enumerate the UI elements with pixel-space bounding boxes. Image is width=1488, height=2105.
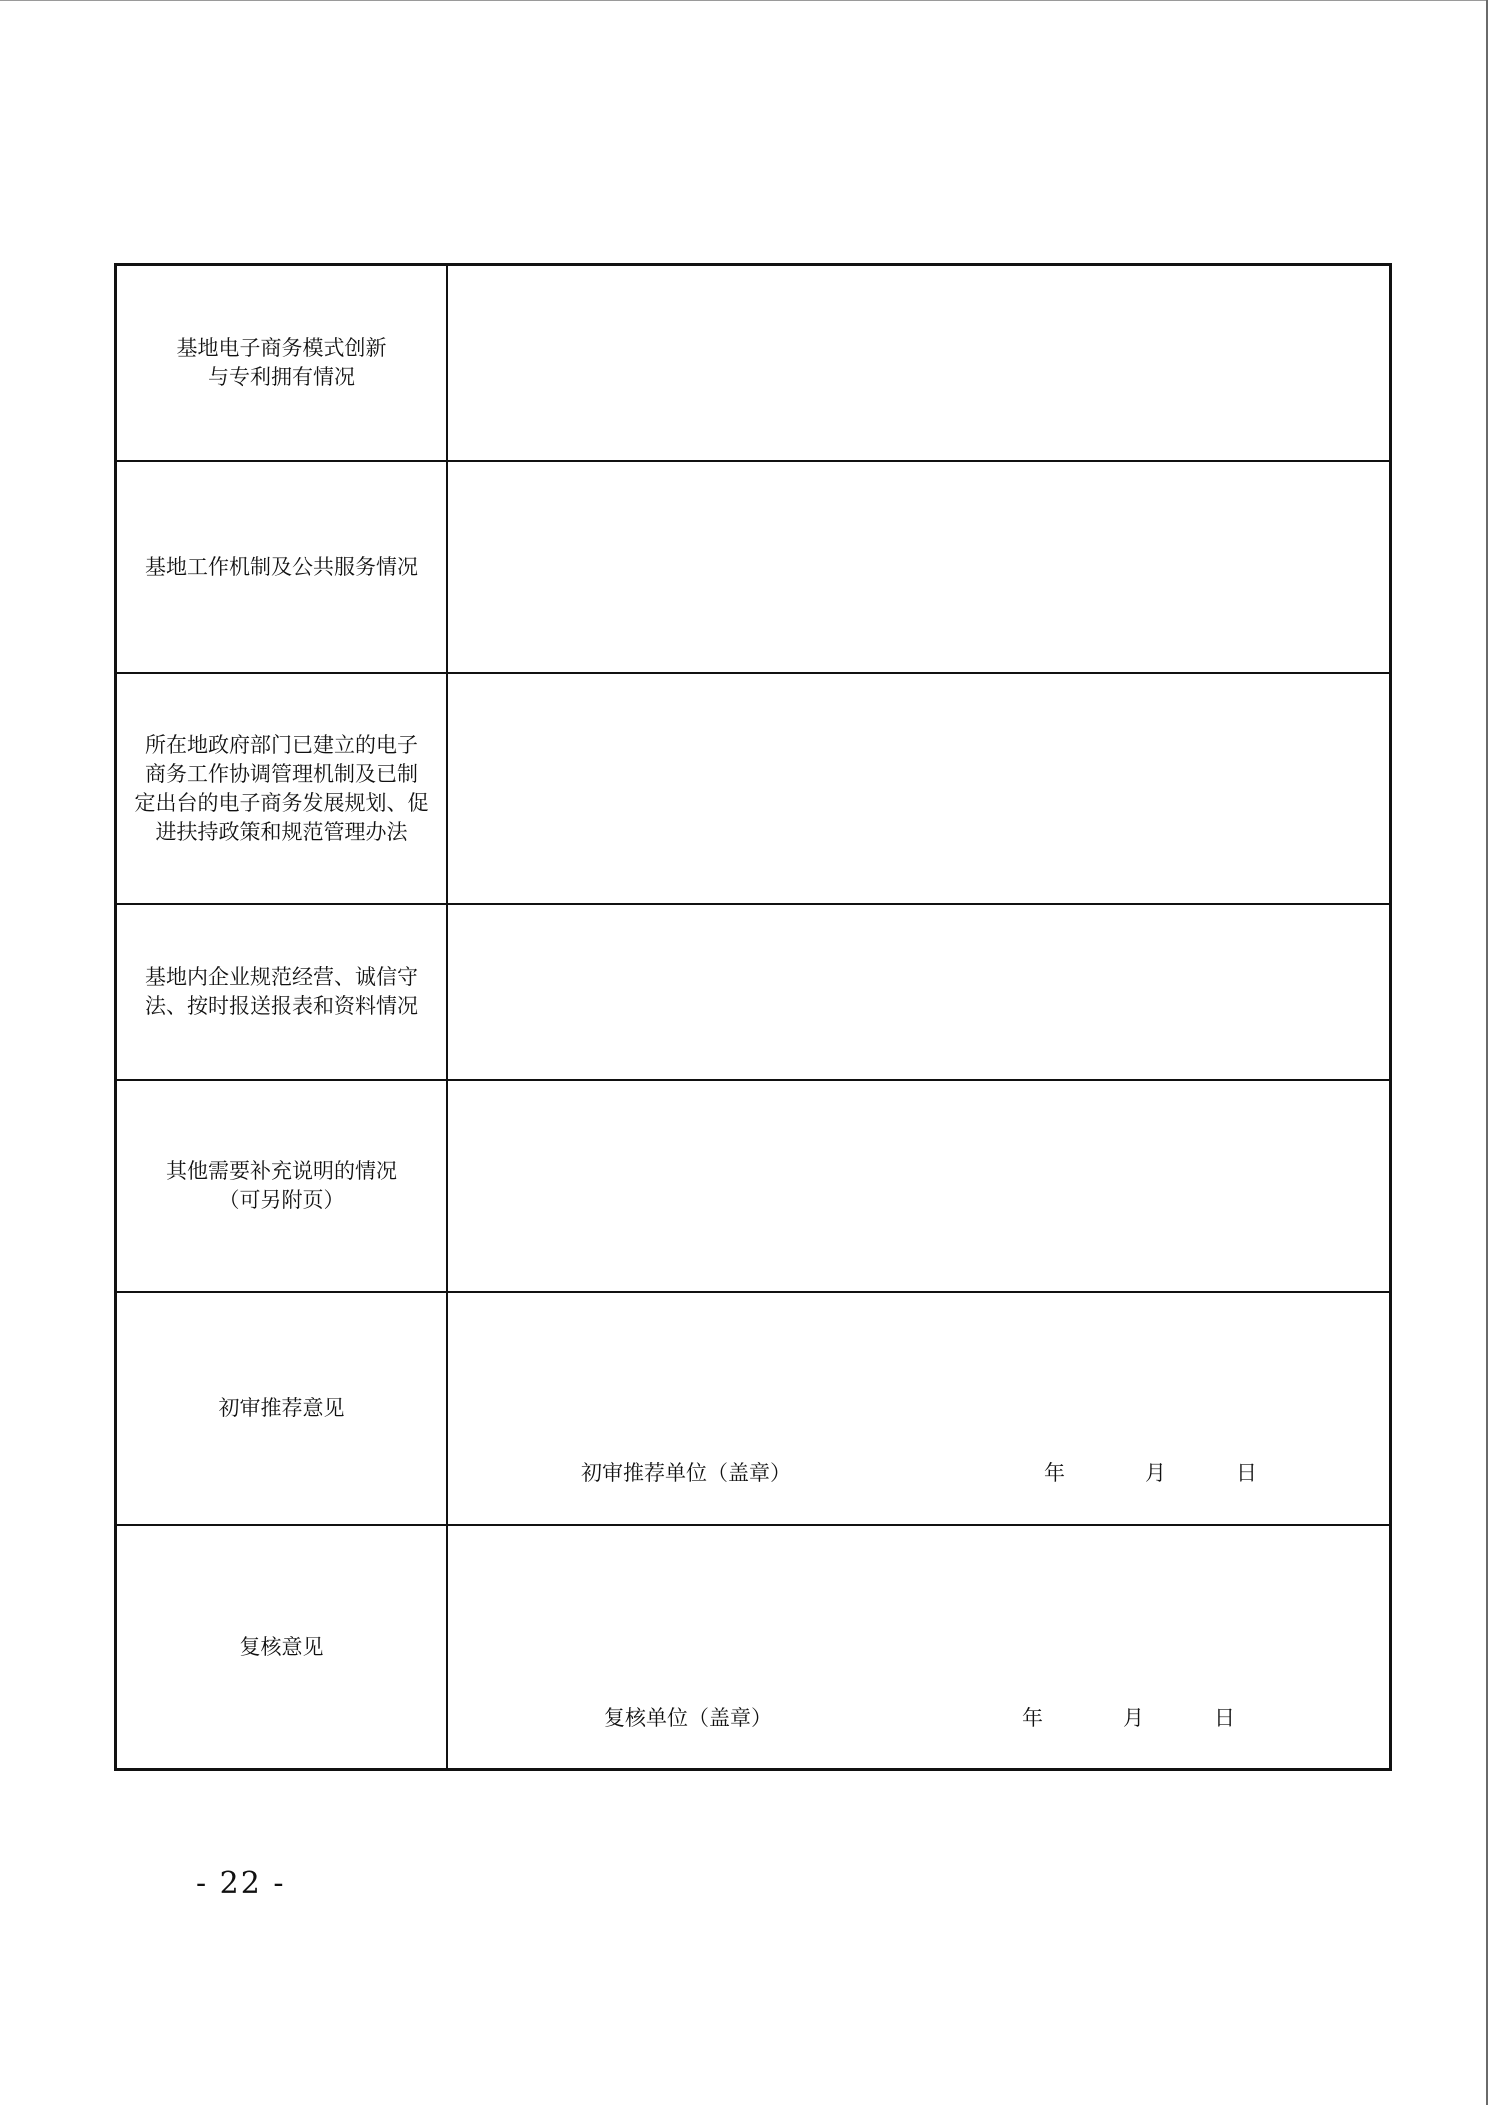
government-policy-field[interactable]	[448, 674, 1389, 903]
row-label	[145, 553, 418, 582]
final-review-field[interactable]	[448, 1526, 1389, 1768]
row-label-cell	[117, 674, 448, 903]
row-label	[177, 334, 387, 392]
table-row	[117, 1526, 1389, 1768]
preliminary-review-year: 年	[1044, 1461, 1065, 1485]
row-label-cell	[117, 905, 448, 1079]
row-label-line: 商务工作协调管理机制及已制	[145, 761, 418, 786]
supplementary-notes-field[interactable]	[448, 1081, 1389, 1291]
row-label-line: 初审推荐意见	[218, 1396, 345, 1420]
preliminary-review-unit-seal: 初审推荐单位（盖章）	[581, 1461, 791, 1485]
application-form-table	[114, 263, 1392, 1771]
row-label-line: （可另附页）	[218, 1188, 345, 1212]
row-label-line: 基地电子商务模式创新	[176, 336, 387, 360]
row-label-line: 与专利拥有情况	[208, 365, 355, 389]
final-review-unit-seal: 复核单位（盖章）	[604, 1706, 772, 1730]
work-mechanism-public-service-field[interactable]	[448, 462, 1389, 672]
enterprise-compliance-field[interactable]	[448, 905, 1389, 1079]
row-label-line: 基地内企业规范经营、诚信守	[145, 965, 418, 989]
table-row	[117, 1293, 1389, 1526]
final-review-month: 月	[1123, 1706, 1144, 1730]
table-row	[117, 674, 1389, 905]
row-label-cell	[117, 462, 448, 672]
row-label	[240, 1633, 324, 1662]
mode-innovation-patent-field[interactable]	[448, 266, 1389, 460]
row-label-cell	[117, 266, 448, 460]
row-label-line: 进扶持政策和规范管理办法	[155, 819, 408, 844]
row-label-line: 基地工作机制及公共服务情况	[145, 554, 418, 579]
table-row	[117, 462, 1389, 674]
row-label-cell	[117, 1081, 448, 1291]
row-label-cell	[117, 1526, 448, 1768]
preliminary-review-month: 月	[1145, 1461, 1166, 1485]
page-top-edge	[0, 0, 1488, 1]
table-row	[117, 266, 1389, 462]
row-label-line: 复核意见	[239, 1634, 324, 1659]
row-label	[135, 731, 429, 847]
row-label-cell	[117, 1293, 448, 1524]
row-label	[145, 963, 418, 1021]
preliminary-review-field[interactable]	[448, 1293, 1389, 1524]
row-label-line: 定出台的电子商务发展规划、促	[134, 790, 429, 815]
final-review-year: 年	[1022, 1706, 1043, 1730]
row-label-line: 所在地政府部门已建立的电子	[145, 732, 418, 757]
row-label-line: 其他需要补充说明的情况	[166, 1159, 397, 1183]
table-row	[117, 1081, 1389, 1293]
final-review-day: 日	[1214, 1706, 1235, 1730]
row-label-line: 法、按时报送报表和资料情况	[145, 994, 418, 1018]
row-label	[166, 1157, 397, 1215]
preliminary-review-day: 日	[1236, 1461, 1257, 1485]
page-number: - 22 -	[196, 1866, 286, 1901]
table-row	[117, 905, 1389, 1081]
row-label	[219, 1394, 345, 1423]
